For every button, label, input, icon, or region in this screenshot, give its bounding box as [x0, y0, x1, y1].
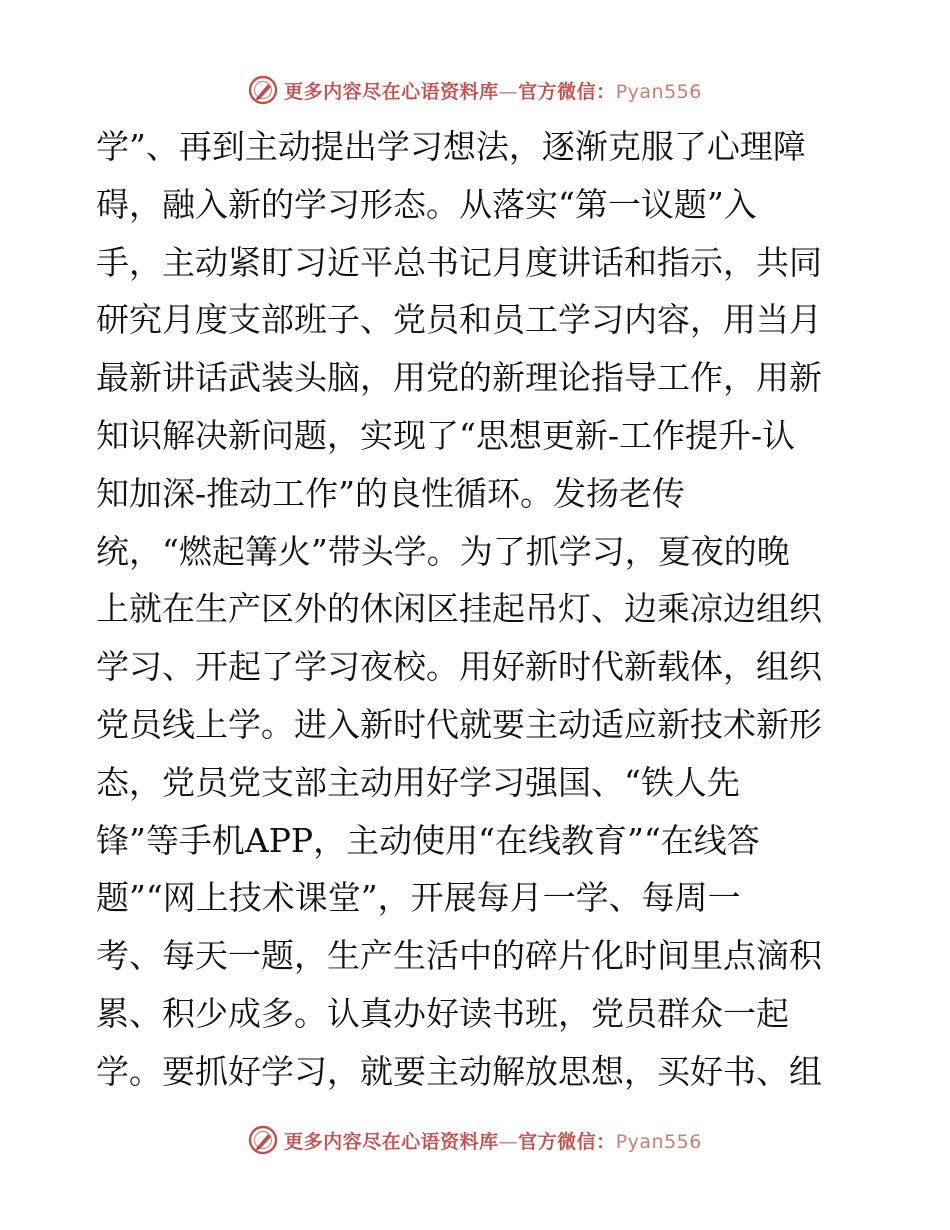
text-line: 学习、开起了学习夜校。用好新时代新载体，组织	[96, 647, 822, 687]
watermark-subtitle: 官方微信：	[518, 80, 616, 103]
footer-watermark	[0, 1122, 950, 1158]
text-line: 上就在生产区外的休闲区挂起吊灯、边乘凉边组织	[96, 589, 822, 629]
text-line: 统，“燃起篝火”带头学。为了抓学习，夏夜的晚	[96, 531, 790, 571]
pen-logo-icon	[248, 1125, 278, 1155]
text-line: 考、每天一题，生产生活中的碎片化时间里点滴积	[96, 936, 822, 976]
text-line: 研究月度支部班子、党员和员工学习内容，用当月	[96, 300, 822, 340]
text-line: 学。要抓好学习，就要主动解放思想，买好书、组	[96, 1051, 822, 1091]
text-line: 学”、再到主动提出学习想法，逐渐克服了心理障	[96, 127, 806, 166]
watermark-dash: —	[498, 1130, 519, 1153]
text-line: 手，主动紧盯习近平总书记月度讲话和指示，共同	[96, 242, 822, 282]
watermark-text	[284, 77, 702, 104]
watermark-title: 更多内容尽在心语资料库	[284, 1130, 499, 1153]
header-watermark	[0, 72, 950, 108]
pen-logo-icon	[248, 75, 278, 105]
watermark-dash: —	[498, 80, 519, 103]
watermark-account: Pyan556	[615, 1130, 702, 1153]
text-line: 知识解决新问题，实现了“思想更新-工作提升-认	[96, 415, 796, 455]
body-text	[96, 118, 856, 1101]
text-line: 碍，融入新的学习形态。从落实“第一议题”入	[96, 184, 757, 224]
text-line: 态，党员党支部主动用好学习强国、“铁人先	[96, 762, 740, 802]
text-line: 锋”等手机APP，主动使用“在线教育”“在线答	[96, 820, 760, 860]
watermark-account: Pyan556	[615, 80, 702, 103]
watermark-subtitle: 官方微信：	[518, 1130, 616, 1153]
text-line: 知加深-推动工作”的良性循环。发扬老传	[96, 473, 686, 513]
text-line: 党员线上学。进入新时代就要主动适应新技术新形	[96, 704, 822, 744]
watermark-title: 更多内容尽在心语资料库	[284, 80, 499, 103]
text-line: 题”“网上技术课堂”，开展每月一学、每周一	[96, 878, 741, 918]
text-line: 最新讲话武装头脑，用党的新理论指导工作，用新	[96, 358, 822, 398]
text-line: 累、积少成多。认真办好读书班，党员群众一起	[96, 993, 789, 1033]
watermark-text	[284, 1127, 702, 1154]
